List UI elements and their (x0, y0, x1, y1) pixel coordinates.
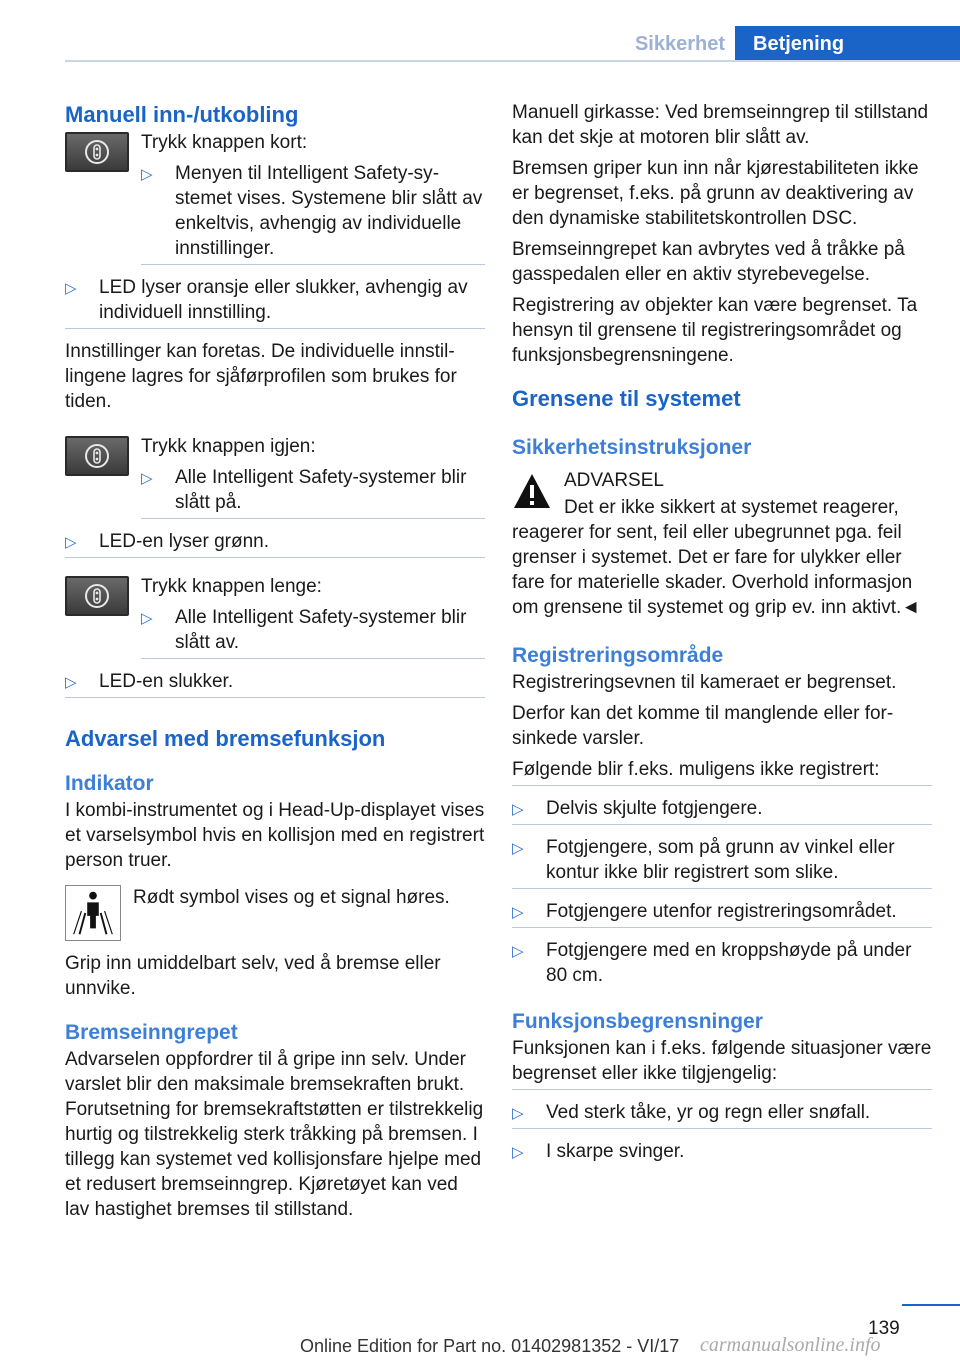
triangle-bullet-icon: ▷ (65, 534, 77, 551)
warning-title: ADVARSEL (564, 470, 664, 491)
paragraph-folgende: Følgende blir f.eks. muligens ikke registrert: (512, 757, 932, 782)
footer-divider (902, 1304, 960, 1306)
paragraph-derfor: Derfor kan det komme til manglende eller forsinkede varsler. (512, 703, 894, 749)
btn2-text: Trykk knappen igjen: (141, 436, 316, 457)
triangle-bullet-icon: ▷ (512, 904, 524, 921)
triangle-bullet-icon: ▷ (512, 943, 524, 960)
warning-triangle-icon (512, 472, 552, 512)
paragraph-bremseinngrepet: Advarselen oppfordrer til å gripe inn selv. Under varslet blir den maksimale bremsekraften brukt. Forutsetning for bremsekraftstøtten er tilstrekkelig hurtig og tilstrekkelig sterk tråkking på bremsen. I tillegg kan systemet ved kollisjonsfare hjelpe med et redusert bremseinngrep. Kjøretøyet kan ved lav hastighet bremses til stillstand. (65, 1049, 484, 1220)
button-instruction-long (65, 574, 485, 655)
list-item: ▷ Fotgjengere, som på grunn av vinkel eller kontur ikke blir registrert som slike. (512, 835, 932, 885)
button-instruction-short (65, 130, 485, 261)
paragraph-bremsen-griper: Bremsen griper kun inn når kjørestabiliteten ikke er begrenset, f.eks. på grunn av deaktivering av den dynamiske stabilitetskontrollen DSC. (512, 158, 919, 229)
tab-betjening[interactable]: Betjening (735, 26, 960, 62)
page-number: 139 (868, 1318, 900, 1339)
warning-text: Det er ikke sikkert at systemet reagerer, reagerer for sent, feil eller ubegrunnet pga. feil grenser i systemet. Det er fare for ulykker eller fare for materielle skader. Overhold informasjon om grensene til systemet og grip ev. inn aktivt.◄ (512, 497, 921, 618)
heading-funksjonsbegrensninger: Funksjonsbegrensninger (512, 1010, 763, 1033)
triangle-bullet-icon: ▷ (65, 280, 77, 297)
heading-advarsel: Advarsel med bremsefunksjon (65, 726, 386, 751)
triangle-bullet-icon: ▷ (512, 840, 524, 857)
paragraph-innstillinger: Innstillinger kan foretas. De individuelle innstillingene lagres for sjåførprofilen som brukes for tiden. (65, 341, 457, 412)
pedestrian-text: Rødt symbol vises og et signal høres. (133, 887, 450, 908)
list-item: ▷ I skarpe svinger. (512, 1139, 932, 1164)
paragraph-registrering: Registrering av objekter kan være begrenset. Ta hensyn til grensene til registreringsområdet og funksjonsbegrensningene. (512, 295, 918, 366)
paragraph-funksjon: Funksjonen kan i f.eks. følgende situasjoner være begrenset eller ikke tilgjengelig: (512, 1038, 932, 1084)
list-item: ▷ Ved sterk tåke, yr og regn eller snøfall. (512, 1100, 932, 1125)
pedestrian-warning-icon (65, 885, 121, 941)
triangle-bullet-icon: ▷ (141, 610, 153, 627)
triangle-bullet-icon: ▷ (512, 1105, 524, 1122)
pedestrian-warning-row (65, 885, 485, 951)
triangle-bullet-icon: ▷ (141, 166, 153, 183)
heading-indikator: Indikator (65, 772, 154, 795)
watermark-logo: carmanualsonline.info (700, 1334, 881, 1356)
tab-sikkerhet[interactable]: Sikkerhet (634, 32, 726, 55)
header-divider (65, 60, 960, 62)
triangle-bullet-icon: ▷ (512, 1144, 524, 1161)
list-item: ▷ Alle Intelligent Safety-systemer blir slått på. (141, 465, 485, 515)
button-instruction-again (65, 434, 485, 515)
safety-button-icon (65, 436, 129, 476)
left-column (65, 100, 485, 1228)
triangle-bullet-icon: ▷ (65, 674, 77, 691)
triangle-bullet-icon: ▷ (141, 470, 153, 487)
btn3-text: Trykk knappen lenge: (141, 576, 322, 597)
list-item: ▷ Menyen til Intelligent Safety-systemet vises. Systemene blir slått av enkeltvis, avhengig av individuelle innstillinger. (141, 161, 485, 261)
footer-edition: Online Edition for Part no. 01402981352 - VI/17 (300, 1336, 680, 1356)
paragraph-kamera: Registreringsevnen til kameraet er begrenset. (512, 672, 897, 693)
heading-registreringsomrade: Registreringsområde (512, 644, 724, 667)
warning-block (512, 468, 932, 493)
heading-grensene: Grensene til systemet (512, 386, 741, 411)
list-item: ▷ LED-en lyser grønn. (65, 529, 485, 554)
list-item: ▷ Fotgjengere med en kroppshøyde på under 80 cm. (512, 940, 912, 986)
safety-button-icon (65, 132, 129, 172)
right-column (512, 100, 932, 1171)
heading-sikkerhet: Sikkerhetsinstruksjoner (512, 436, 752, 459)
list-item: ▷ Fotgjengere utenfor registreringsområdet. (512, 899, 932, 924)
paragraph-avbrytes: Bremseinngrepet kan avbrytes ved å tråkke på gasspedalen eller en aktiv styrebevegelse. (512, 239, 905, 285)
safety-button-icon (65, 576, 129, 616)
list-item: ▷ LED lyser oransje eller slukker, avhengig av individuell innstilling. (65, 275, 485, 325)
paragraph-kombi: I kombi-instrumentet og i Head-Up-displayet vises et varselsymbol hvis en kollisjon med en registrert person truer. (65, 800, 485, 871)
list-item: ▷ Delvis skjulte fotgjengere. (512, 796, 932, 821)
triangle-bullet-icon: ▷ (512, 801, 524, 818)
heading-bremseinngrepet: Bremseinngrepet (65, 1021, 238, 1044)
paragraph-manuell-girkasse: Manuell girkasse: Ved bremseinngrep til stillstand kan det skje at motoren blir slått av. (512, 102, 929, 148)
btn1-text: Trykk knappen kort: (141, 132, 308, 153)
list-item: ▷ Alle Intelligent Safety-systemer blir slått av. (141, 605, 485, 655)
heading-manuell: Manuell inn-/utkobling (65, 102, 299, 127)
list-item: ▷ LED-en slukker. (65, 669, 485, 694)
paragraph-grip: Grip inn umiddelbart selv, ved å bremse eller unnvike. (65, 953, 441, 999)
